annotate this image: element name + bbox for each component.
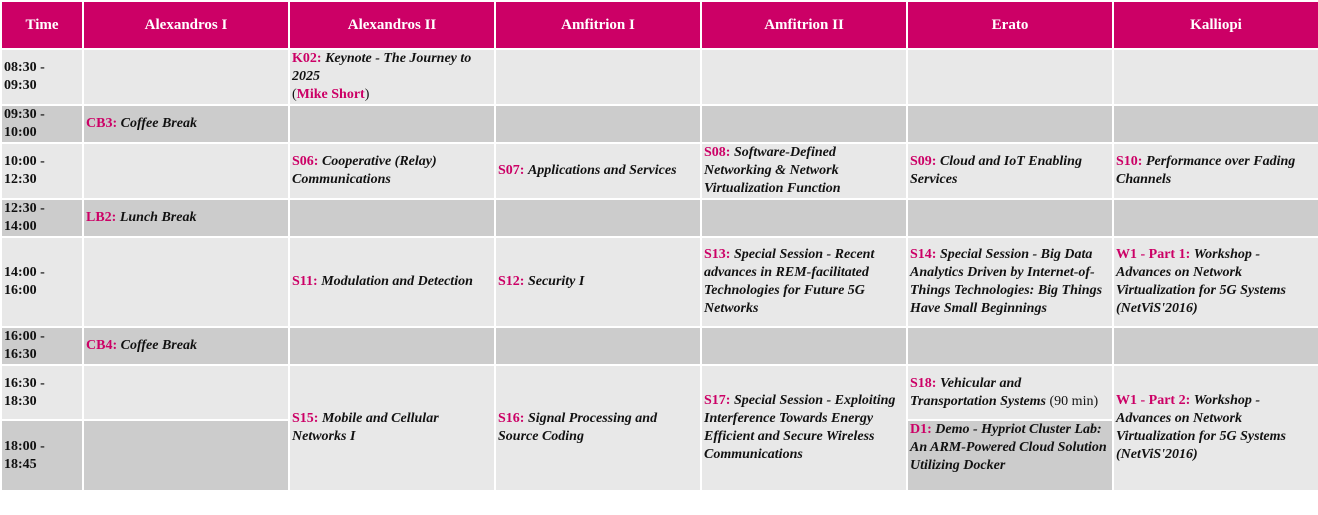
session-lb2[interactable]: [83, 199, 289, 237]
empty-cell: [289, 105, 495, 143]
session-s12[interactable]: [495, 237, 701, 327]
empty-cell: [83, 143, 289, 199]
table-row: [1, 327, 1318, 365]
session-s10[interactable]: [1113, 143, 1318, 199]
session-code: W1 - Part 1:: [1116, 247, 1191, 262]
session-code: S16:: [498, 411, 525, 426]
empty-cell: [1113, 49, 1318, 105]
session-code: S15:: [292, 411, 319, 426]
session-code: LB2:: [86, 210, 117, 225]
empty-cell: [495, 199, 701, 237]
table-row: [1, 105, 1318, 143]
empty-cell: [907, 49, 1113, 105]
session-title: Cloud and IoT Enabling Services: [910, 154, 1082, 187]
session-title: Coffee Break: [120, 116, 197, 131]
header-amfitrion-ii: Amfitrion II: [701, 1, 907, 49]
session-title: Cooperative (Relay) Communications: [292, 154, 437, 187]
session-s17[interactable]: [701, 365, 907, 491]
session-cb3[interactable]: [83, 105, 289, 143]
session-title: Special Session - Exploiting Interference Towards Energy Efficient and Secure Wireless Communications: [704, 393, 896, 462]
session-title: Vehicular and Transportation Systems: [910, 375, 1047, 409]
session-code: S07:: [498, 163, 525, 178]
empty-cell: [83, 420, 289, 491]
session-code: S06:: [292, 154, 319, 169]
session-s08[interactable]: [701, 143, 907, 199]
table-row: [1, 143, 1318, 199]
time-slot: 08:30 - 09:30: [1, 49, 83, 105]
table-row: [1, 237, 1318, 327]
header-amfitrion-i: Amfitrion I: [495, 1, 701, 49]
session-code: CB3:: [86, 116, 118, 131]
session-code: S09:: [910, 154, 937, 169]
time-slot: 14:00 - 16:00: [1, 237, 83, 327]
time-slot: 18:00 - 18:45: [1, 420, 83, 491]
table-row: [1, 199, 1318, 237]
session-code: S14:: [910, 247, 937, 262]
time-slot: 10:00 - 12:30: [1, 143, 83, 199]
session-code: D1:: [910, 422, 932, 437]
session-title: Lunch Break: [119, 210, 197, 225]
empty-cell: [907, 199, 1113, 237]
header-alexandros-ii: Alexandros II: [289, 1, 495, 49]
header-alexandros-i: Alexandros I: [83, 1, 289, 49]
header-kalliopi: Kalliopi: [1113, 1, 1318, 49]
paren-open: (: [292, 87, 297, 102]
table-row: [1, 365, 1318, 420]
session-title: Software-Defined Networking & Network Virtualization Function: [704, 145, 841, 196]
session-title: Special Session - Big Data Analytics Driven by Internet-of-Things Technologies: Big Things Have Small Beginnings: [910, 247, 1103, 316]
session-s07[interactable]: [495, 143, 701, 199]
session-title: Keynote - The Journey to 2025: [292, 51, 472, 84]
empty-cell: [83, 49, 289, 105]
session-s16[interactable]: [495, 365, 701, 491]
session-title: Coffee Break: [120, 338, 197, 353]
session-s14[interactable]: [907, 237, 1113, 327]
session-code: S18:: [910, 375, 937, 391]
session-s18[interactable]: [907, 365, 1113, 420]
time-slot: 16:30 - 18:30: [1, 365, 83, 420]
session-s06[interactable]: [289, 143, 495, 199]
time-slot: 09:30 - 10:00: [1, 105, 83, 143]
table-row: [1, 49, 1318, 105]
session-w1-part2[interactable]: [1113, 365, 1318, 491]
empty-cell: [701, 327, 907, 365]
session-title: Performance over Fading Channels: [1116, 154, 1296, 187]
empty-cell: [701, 199, 907, 237]
session-title: Applications and Services: [527, 163, 677, 178]
time-slot: 16:00 - 16:30: [1, 327, 83, 365]
speaker-link[interactable]: Mike Short: [296, 87, 365, 102]
session-title: Mobile and Cellular Networks I: [292, 411, 439, 444]
session-title: Demo - Hypriot Cluster Lab: An ARM-Powered Cloud Solution Utilizing Docker: [910, 422, 1107, 473]
empty-cell: [907, 105, 1113, 143]
empty-cell: [495, 49, 701, 105]
session-code: S12:: [498, 274, 525, 289]
header-row: [1, 1, 1318, 49]
empty-cell: [289, 199, 495, 237]
empty-cell: [1113, 327, 1318, 365]
session-code: S13:: [704, 247, 731, 262]
session-code: CB4:: [86, 338, 118, 353]
session-cb4[interactable]: [83, 327, 289, 365]
session-title: Security I: [527, 274, 585, 289]
session-s09[interactable]: [907, 143, 1113, 199]
session-d1[interactable]: [907, 420, 1113, 491]
time-slot: 12:30 - 14:00: [1, 199, 83, 237]
session-duration: (90 min): [1049, 393, 1099, 409]
session-code: S17:: [704, 393, 731, 408]
empty-cell: [83, 237, 289, 327]
empty-cell: [495, 327, 701, 365]
empty-cell: [701, 105, 907, 143]
empty-cell: [1113, 199, 1318, 237]
session-title: Special Session - Recent advances in REM-facilitated Technologies for Future 5G Networks: [704, 247, 875, 316]
session-title: Workshop - Advances on Network Virtualization for 5G Systems (NetViS'2016): [1116, 247, 1286, 316]
session-code: W1 - Part 2:: [1116, 393, 1191, 408]
header-time: Time: [1, 1, 83, 49]
header-erato: Erato: [907, 1, 1113, 49]
session-title: Modulation and Detection: [321, 274, 473, 289]
session-code: K02:: [292, 51, 322, 66]
session-k02[interactable]: [289, 49, 495, 105]
session-title: Workshop - Advances on Network Virtualization for 5G Systems (NetViS'2016): [1116, 393, 1286, 462]
empty-cell: [1113, 105, 1318, 143]
session-s15[interactable]: [289, 365, 495, 491]
session-s11[interactable]: [289, 237, 495, 327]
empty-cell: [83, 365, 289, 420]
paren-close: ): [364, 87, 370, 102]
session-code: S11:: [292, 274, 318, 289]
session-s13[interactable]: [701, 237, 907, 327]
session-title: Signal Processing and Source Coding: [498, 411, 658, 444]
session-code: S08:: [704, 145, 731, 160]
empty-cell: [907, 327, 1113, 365]
session-w1-part1[interactable]: [1113, 237, 1318, 327]
empty-cell: [289, 327, 495, 365]
session-code: S10:: [1116, 154, 1143, 169]
empty-cell: [495, 105, 701, 143]
empty-cell: [701, 49, 907, 105]
